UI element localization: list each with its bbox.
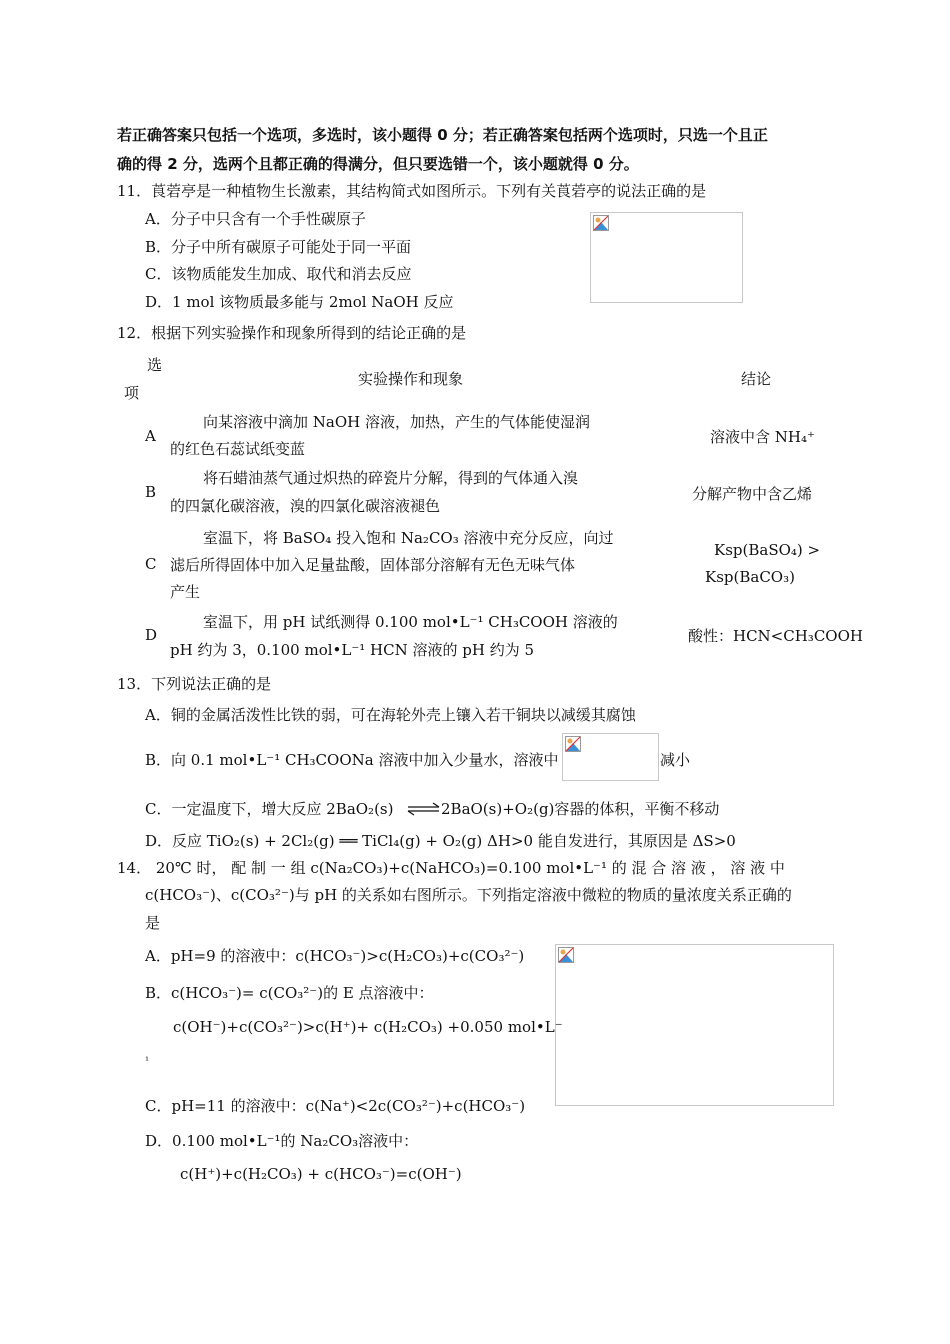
q11-option-d: D．1 mol 该物质最多能与 2mol NaOH 反应 xyxy=(145,293,454,311)
instructions-line-2: 确的得 2 分，选两个且都正确的得满分，但只要选错一个，该小题就得 0 分。 xyxy=(117,155,639,173)
q12-row-label: B xyxy=(145,483,157,501)
q14-option-c: C．pH=11 的溶液中：c(Na⁺)<2c(CO₃²⁻)+c(HCO₃⁻) xyxy=(145,1097,526,1115)
q12-row-operation-line: 的红色石蕊试纸变蓝 xyxy=(170,440,306,458)
q13-option-d: D．反应 TiO₂(s) + 2Cl₂(g) ══ TiCl₄(g) + O₂(g) ΔH>0 能自发进行，其原因是 ΔS>0 xyxy=(145,832,736,850)
q12-row-operation-line: 的四氯化碳溶液，溴的四氯化碳溶液褪色 xyxy=(170,497,441,515)
q14-stem-line-1: 14． 20℃ 时， 配 制 一 组 c(Na₂CO₃)+c(NaHCO₃)=0.100 mol•L⁻¹ 的 混 合 溶 液 ， 溶 液 中 xyxy=(117,859,785,877)
q12-row-conclusion: 酸性：HCN<CH₃COOH xyxy=(688,627,863,645)
equilibrium-arrow-icon xyxy=(407,802,441,816)
broken-image-icon xyxy=(565,736,581,752)
q12-row-operation-line: pH 约为 3，0.100 mol•L⁻¹ HCN 溶液的 pH 约为 5 xyxy=(170,641,535,659)
q12-header-operation: 实验操作和现象 xyxy=(358,370,464,388)
q12-stem: 12．根据下列实验操作和现象所得到的结论正确的是 xyxy=(117,324,467,342)
q11-option-c: C．该物质能发生加成、取代和消去反应 xyxy=(145,265,412,283)
q12-row-conclusion: 溶液中含 NH₄⁺ xyxy=(710,428,815,446)
q12-row-operation-line: 将石蜡油蒸气通过炽热的碎瓷片分解，得到的气体通入溴 xyxy=(203,469,579,487)
q14-option-b-line-3: ¹ xyxy=(145,1056,150,1067)
q12-row-conclusion: Ksp(BaSO₄) > xyxy=(714,541,821,559)
q12-row-label: A xyxy=(145,427,156,445)
q14-option-b-line-1: B．c(HCO₃⁻)= c(CO₃²⁻)的 E 点溶液中： xyxy=(145,984,434,1002)
q14-option-d-line-2: c(H⁺)+c(H₂CO₃) + c(HCO₃⁻)=c(OH⁻) xyxy=(180,1165,462,1183)
q11-stem: 11．莨菪亭是一种植物生长激素，其结构简式如图所示。下列有关莨菪亭的说法正确的是 xyxy=(117,182,707,200)
q14-option-b-line-2: c(OH⁻)+c(CO₃²⁻)>c(H⁺)+ c(H₂CO₃) +0.050 mol•L⁻ xyxy=(173,1018,563,1036)
q12-row-operation-line: 室温下，将 BaSO₄ 投入饱和 Na₂CO₃ 溶液中充分反应，向过 xyxy=(203,529,614,547)
q13-option-c-suffix: 2BaO(s)+O₂(g)容器的体积，平衡不移动 xyxy=(441,800,720,818)
q12-row-conclusion: Ksp(BaCO₃) xyxy=(705,568,795,586)
q12-row-operation-line: 向某溶液中滴加 NaOH 溶液，加热，产生的气体能使湿润 xyxy=(203,413,590,431)
q13-option-b-prefix: B．向 0.1 mol•L⁻¹ CH₃COONa 溶液中加入少量水，溶液中 xyxy=(145,751,559,769)
q14-option-a: A．pH=9 的溶液中：c(HCO₃⁻)>c(H₂CO₃)+c(CO₃²⁻) xyxy=(145,947,525,965)
q12-row-label: C xyxy=(145,555,157,573)
q14-ph-graph-image xyxy=(555,944,834,1106)
q12-header-option-1: 选 xyxy=(147,356,163,374)
q12-row-label: D xyxy=(145,626,158,644)
q12-header-conclusion: 结论 xyxy=(741,370,772,388)
q13-ratio-image xyxy=(562,733,659,781)
q12-row-conclusion: 分解产物中含乙烯 xyxy=(692,485,813,503)
q14-option-d-line-1: D．0.100 mol•L⁻¹的 Na₂CO₃溶液中： xyxy=(145,1132,419,1150)
broken-image-icon xyxy=(558,947,574,963)
q13-option-c-prefix: C．一定温度下，增大反应 2BaO₂(s) xyxy=(145,800,394,818)
q11-option-a: A．分子中只含有一个手性碳原子 xyxy=(145,210,366,228)
q14-stem-line-3: 是 xyxy=(145,914,161,932)
q13-option-b-suffix: 减小 xyxy=(660,751,691,769)
q11-structure-image xyxy=(590,212,743,303)
instructions-line-1: 若正确答案只包括一个选项，多选时，该小题得 0 分；若正确答案包括两个选项时，只选一个且正 xyxy=(117,126,768,144)
q12-row-operation-line: 产生 xyxy=(170,583,201,601)
q13-stem: 13．下列说法正确的是 xyxy=(117,675,272,693)
q12-row-operation-line: 滤后所得固体中加入足量盐酸，固体部分溶解有无色无味气体 xyxy=(170,556,576,574)
broken-image-icon xyxy=(593,215,609,231)
q11-option-b: B．分子中所有碳原子可能处于同一平面 xyxy=(145,238,412,256)
q13-option-a: A．铜的金属活泼性比铁的弱，可在海轮外壳上镶入若干铜块以减缓其腐蚀 xyxy=(145,706,636,724)
q12-row-operation-line: 室温下，用 pH 试纸测得 0.100 mol•L⁻¹ CH₃COOH 溶液的 xyxy=(203,613,618,631)
q12-header-option-2: 项 xyxy=(124,384,140,402)
q14-stem-line-2: c(HCO₃⁻)、c(CO₃²⁻)与 pH 的关系如右图所示。下列指定溶液中微粒的物质的量浓度关系正确的 xyxy=(145,886,792,904)
